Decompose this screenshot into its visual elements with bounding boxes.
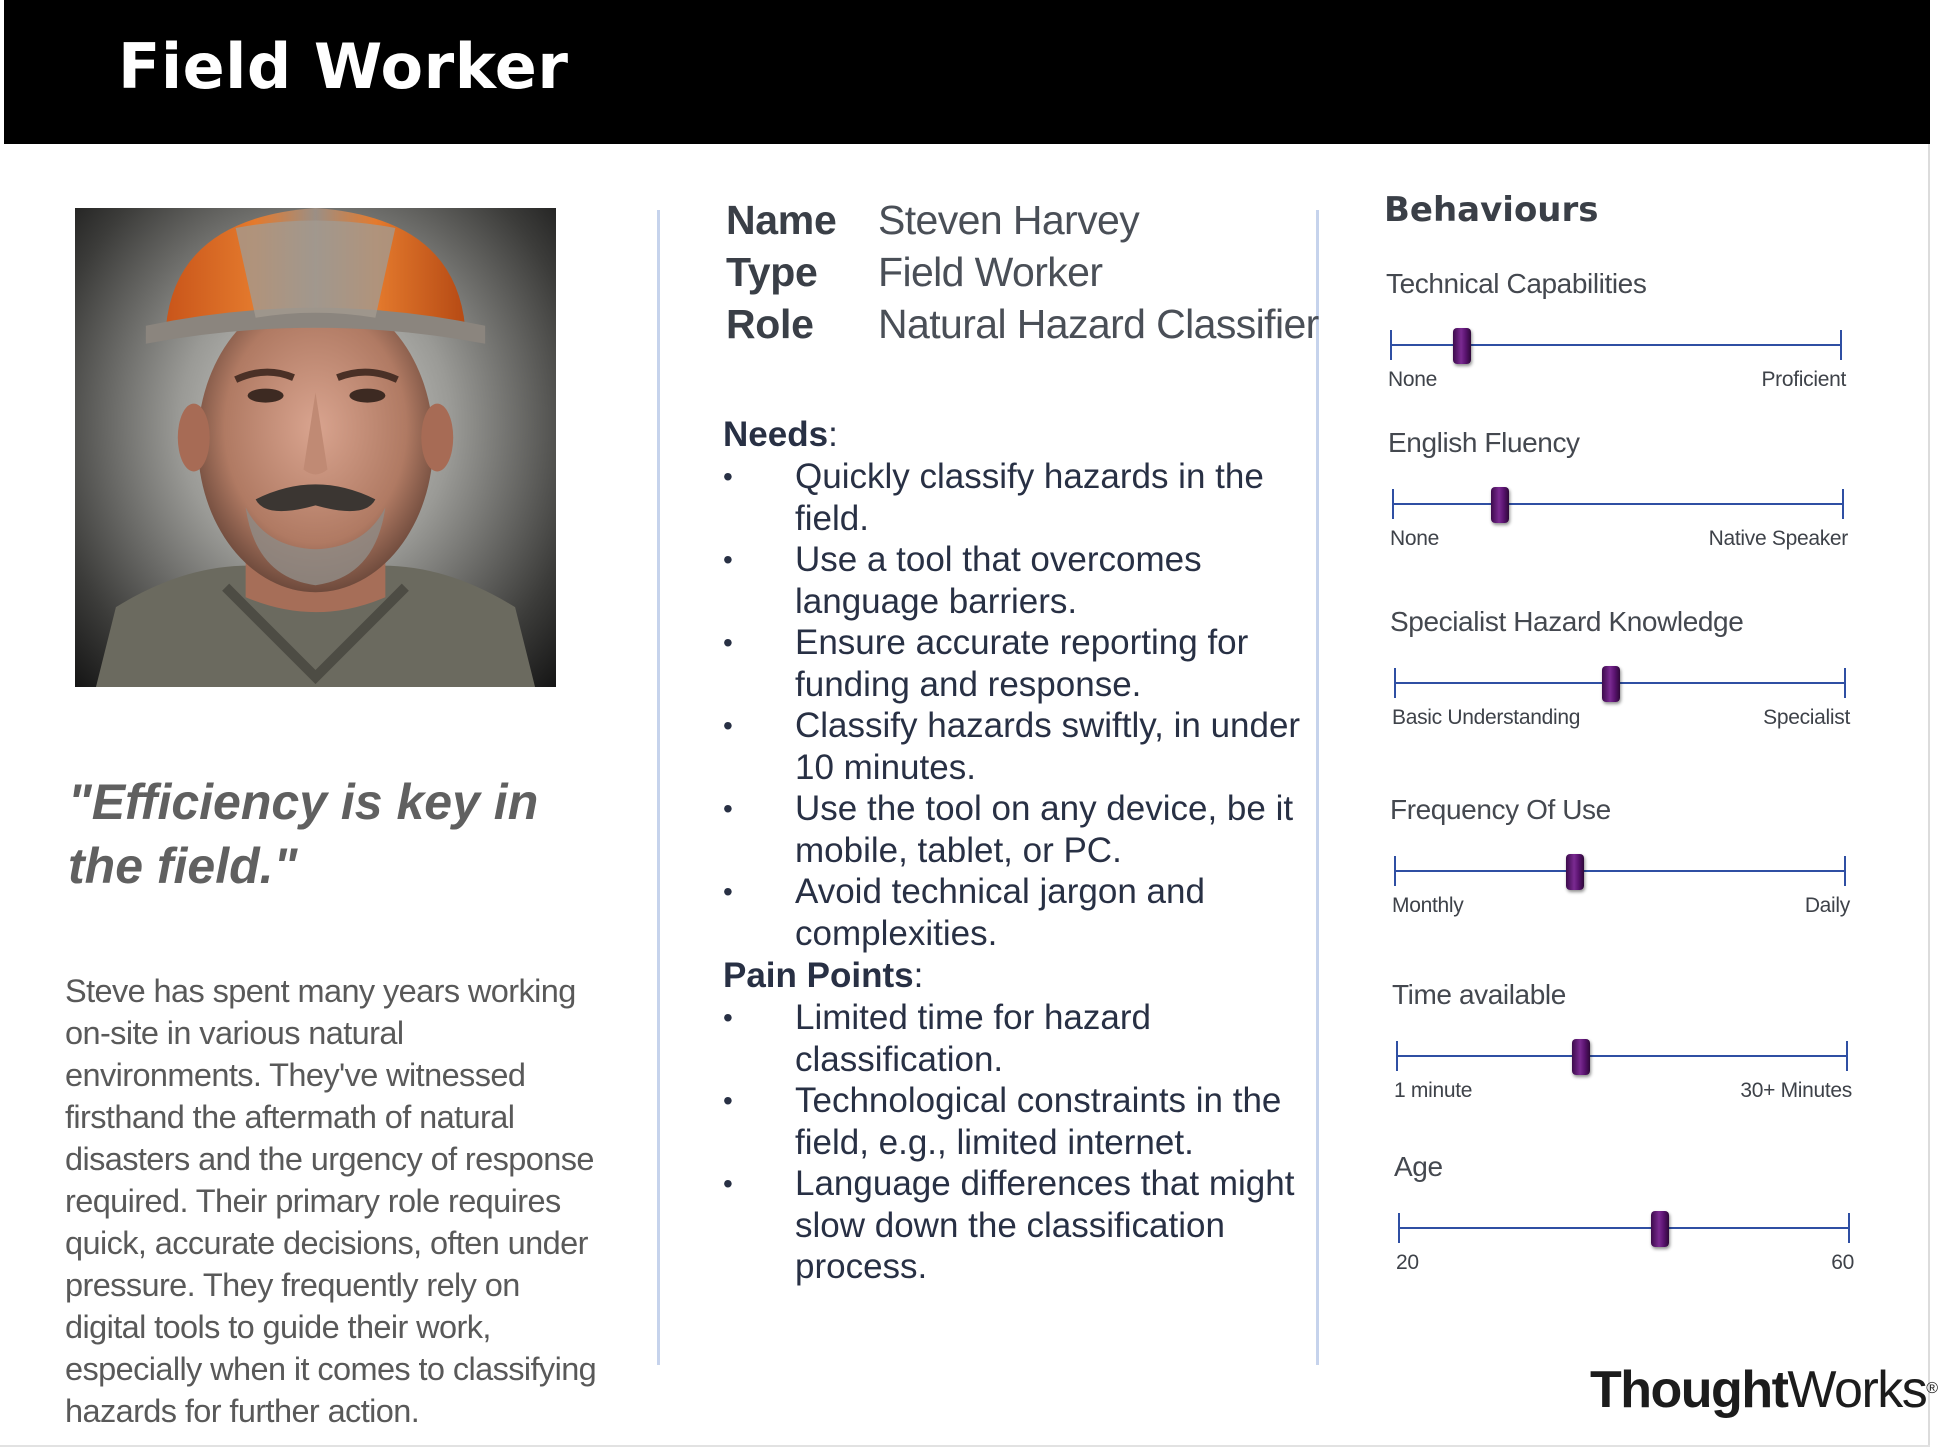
scale-label: Age (1394, 1151, 1443, 1182)
scale-label: Time available (1392, 979, 1566, 1010)
scale-max-label: Specialist (1763, 706, 1850, 729)
bullet-icon: • (723, 876, 733, 907)
scale-marker (1491, 487, 1509, 523)
scale-marker (1651, 1211, 1669, 1247)
info-value: Field Worker (878, 248, 1103, 295)
list-item: • Limited time for hazard classification. (723, 998, 1151, 1079)
scale-time-available (1392, 979, 1852, 1102)
scale-track (1398, 1213, 1850, 1243)
list-item: • Use the tool on any device, be it mobile, tablet, or PC. (723, 789, 1294, 870)
info-row-name (726, 194, 1319, 246)
scale-max-label: Daily (1804, 894, 1850, 917)
persona-photo (75, 208, 556, 687)
needs-list (723, 456, 1323, 954)
persona-info (726, 194, 1319, 350)
scale-marker (1572, 1039, 1590, 1075)
info-key: Name (726, 196, 837, 243)
scale-label: Technical Capabilities (1386, 268, 1647, 299)
bullet-icon: • (723, 1085, 733, 1116)
scale-min-label: None (1390, 527, 1440, 550)
list-item: • Use a tool that overcomes language barriers. (723, 540, 1202, 621)
scale-frequency-of-use (1390, 794, 1850, 917)
page-border-right (1928, 144, 1930, 1447)
scale-label: Frequency Of Use (1390, 794, 1611, 825)
scale-age (1394, 1151, 1854, 1274)
scale-tick-end (1846, 1041, 1848, 1071)
scale-specialist-hazard-knowledge (1390, 606, 1850, 729)
scale-track (1390, 330, 1842, 360)
info-key: Type (726, 248, 818, 295)
scale-tick-end (1848, 1213, 1850, 1243)
info-value: Natural Hazard Classifier (878, 300, 1319, 347)
scale-min-label: 1 minute (1394, 1079, 1473, 1102)
bullet-icon: • (723, 1168, 733, 1199)
needs-heading: Needs: (723, 415, 838, 454)
scale-track (1394, 668, 1846, 698)
list-item: • Avoid technical jargon and complexities. (723, 872, 1205, 953)
scale-tick-end (1844, 668, 1846, 698)
scale-english-fluency (1388, 427, 1848, 550)
pain-points-list (723, 997, 1323, 1288)
scale-max-label: Proficient (1761, 368, 1846, 391)
scale-min-label: 20 (1396, 1251, 1419, 1274)
persona-bio: Steve has spent many years working on-site in various natural environments. They've witnessed firsthand the aftermath of natural disasters and the urgency of response required. Their primary role requires quick, accurate decisions, often under pressure. They frequently rely on digital tools to guide their work, especially when it comes to classifying hazards for further action. (65, 973, 597, 1429)
list-item: • Language differences that might slow down the classification process. (723, 1164, 1295, 1286)
info-row-role (726, 298, 1319, 350)
pain-points-heading: Pain Points: (723, 956, 924, 995)
scale-min-label: None (1388, 368, 1438, 391)
scale-line (1394, 870, 1846, 872)
scale-tick-start (1394, 668, 1396, 698)
bullet-icon: • (723, 627, 733, 658)
scale-label: Specialist Hazard Knowledge (1390, 606, 1744, 637)
scale-min-label: Monthly (1392, 894, 1464, 917)
info-value: Steven Harvey (878, 196, 1140, 243)
scale-tick-end (1844, 856, 1846, 886)
needs-section (723, 414, 1323, 954)
scale-marker (1566, 854, 1584, 890)
bullet-icon: • (723, 710, 733, 741)
info-key: Role (726, 300, 814, 347)
scale-tick-start (1390, 330, 1392, 360)
scale-tick-start (1392, 489, 1394, 519)
info-row-type (726, 246, 1319, 298)
bullet-icon: • (723, 544, 733, 575)
pain-points-section (723, 955, 1323, 1288)
scale-track (1396, 1041, 1848, 1071)
scale-max-label: 30+ Minutes (1740, 1079, 1852, 1102)
scale-marker (1453, 328, 1471, 364)
scale-min-label: Basic Understanding (1392, 706, 1581, 729)
scale-line (1394, 682, 1846, 684)
list-item: • Ensure accurate reporting for funding and response. (723, 623, 1249, 704)
scale-max-label: 60 (1831, 1251, 1854, 1274)
scale-tick-end (1840, 330, 1842, 360)
bullet-icon: • (723, 461, 733, 492)
scale-tick-start (1394, 856, 1396, 886)
thoughtworks-logo: ThoughtWorks® (1590, 1361, 1938, 1419)
scale-marker (1602, 666, 1620, 702)
column-divider-left (657, 210, 660, 1365)
scale-line (1392, 503, 1844, 505)
scale-tick-start (1398, 1213, 1400, 1243)
portrait-illustration (75, 208, 556, 687)
scale-track (1394, 856, 1846, 886)
scale-tick-start (1396, 1041, 1398, 1071)
list-item: • Classify hazards swiftly, in under 10 minutes. (723, 706, 1301, 787)
persona-quote: "Efficiency is key in the field." (68, 774, 539, 894)
scale-max-label: Native Speaker (1708, 527, 1848, 550)
bullet-icon: • (723, 1002, 733, 1033)
scale-track (1392, 489, 1844, 519)
scale-line (1396, 1055, 1848, 1057)
list-item: • Technological constraints in the field, e.g., limited internet. (723, 1081, 1282, 1162)
scale-line (1398, 1227, 1850, 1229)
scale-tick-end (1842, 489, 1844, 519)
behaviours-title: Behaviours (1384, 190, 1599, 230)
scale-label: English Fluency (1388, 427, 1580, 458)
bullet-icon: • (723, 793, 733, 824)
header-bar (4, 0, 1930, 144)
page-title: Field Worker (118, 30, 569, 103)
scale-technical-capabilities (1386, 268, 1846, 391)
list-item: • Quickly classify hazards in the field. (723, 457, 1264, 538)
